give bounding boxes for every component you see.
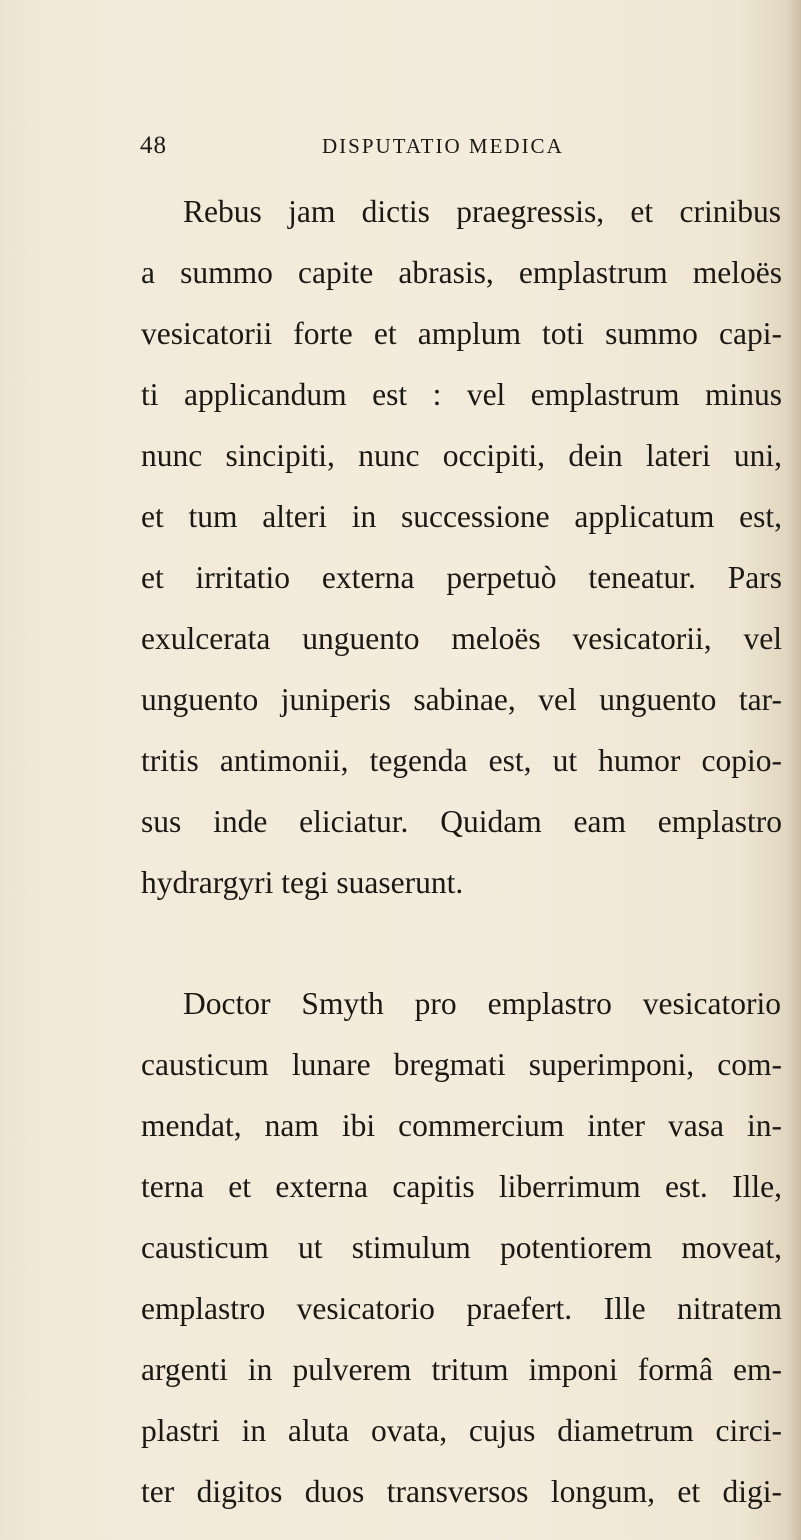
page-header <box>0 128 801 168</box>
text-line: terna et externa capitis liberrimum est. Ille, <box>141 1169 782 1204</box>
text-line: causticum lunare bregmati superimponi, com- <box>141 1047 782 1082</box>
text-line: et tum alteri in successione applicatum est, <box>141 499 782 534</box>
text-line: emplastro vesicatorio praefert. Ille nitratem <box>141 1291 782 1326</box>
text-line: argenti in pulverem tritum imponi formâ em- <box>141 1352 782 1387</box>
text-line: sus inde eliciatur. Quidam eam emplastro <box>141 804 782 839</box>
text-line: vesicatorii forte et amplum toti summo capi- <box>141 316 782 351</box>
text-line: Doctor Smyth pro emplastro vesicatorio <box>183 986 781 1021</box>
text-line: mendat, nam ibi commercium inter vasa in- <box>141 1108 782 1143</box>
text-line: causticum ut stimulum potentiorem moveat, <box>141 1230 782 1265</box>
page-edge-shadow <box>787 0 801 1540</box>
text-line: hydrargyri tegi suaserunt. <box>141 865 464 900</box>
text-line: et irritatio externa perpetuò teneatur. Pars <box>141 560 782 595</box>
text-line: ter digitos duos transversos longum, et digi- <box>141 1474 782 1509</box>
running-title: DISPUTATIO MEDICA <box>322 134 564 158</box>
page-number: 48 <box>140 132 167 159</box>
text-line: nunc sincipiti, nunc occipiti, dein lateri uni, <box>141 438 782 473</box>
text-line: exulcerata unguento meloës vesicatorii, vel <box>141 621 782 656</box>
text-line: ti applicandum est : vel emplastrum minus <box>141 377 782 412</box>
text-line: Rebus jam dictis praegressis, et crinibus <box>183 194 781 229</box>
text-line: a summo capite abrasis, emplastrum meloës <box>141 255 782 290</box>
text-line: tritis antimonii, tegenda est, ut humor copio- <box>141 743 782 778</box>
text-line: unguento juniperis sabinae, vel unguento tar- <box>141 682 782 717</box>
text-line: plastri in aluta ovata, cujus diametrum circi- <box>141 1413 782 1448</box>
